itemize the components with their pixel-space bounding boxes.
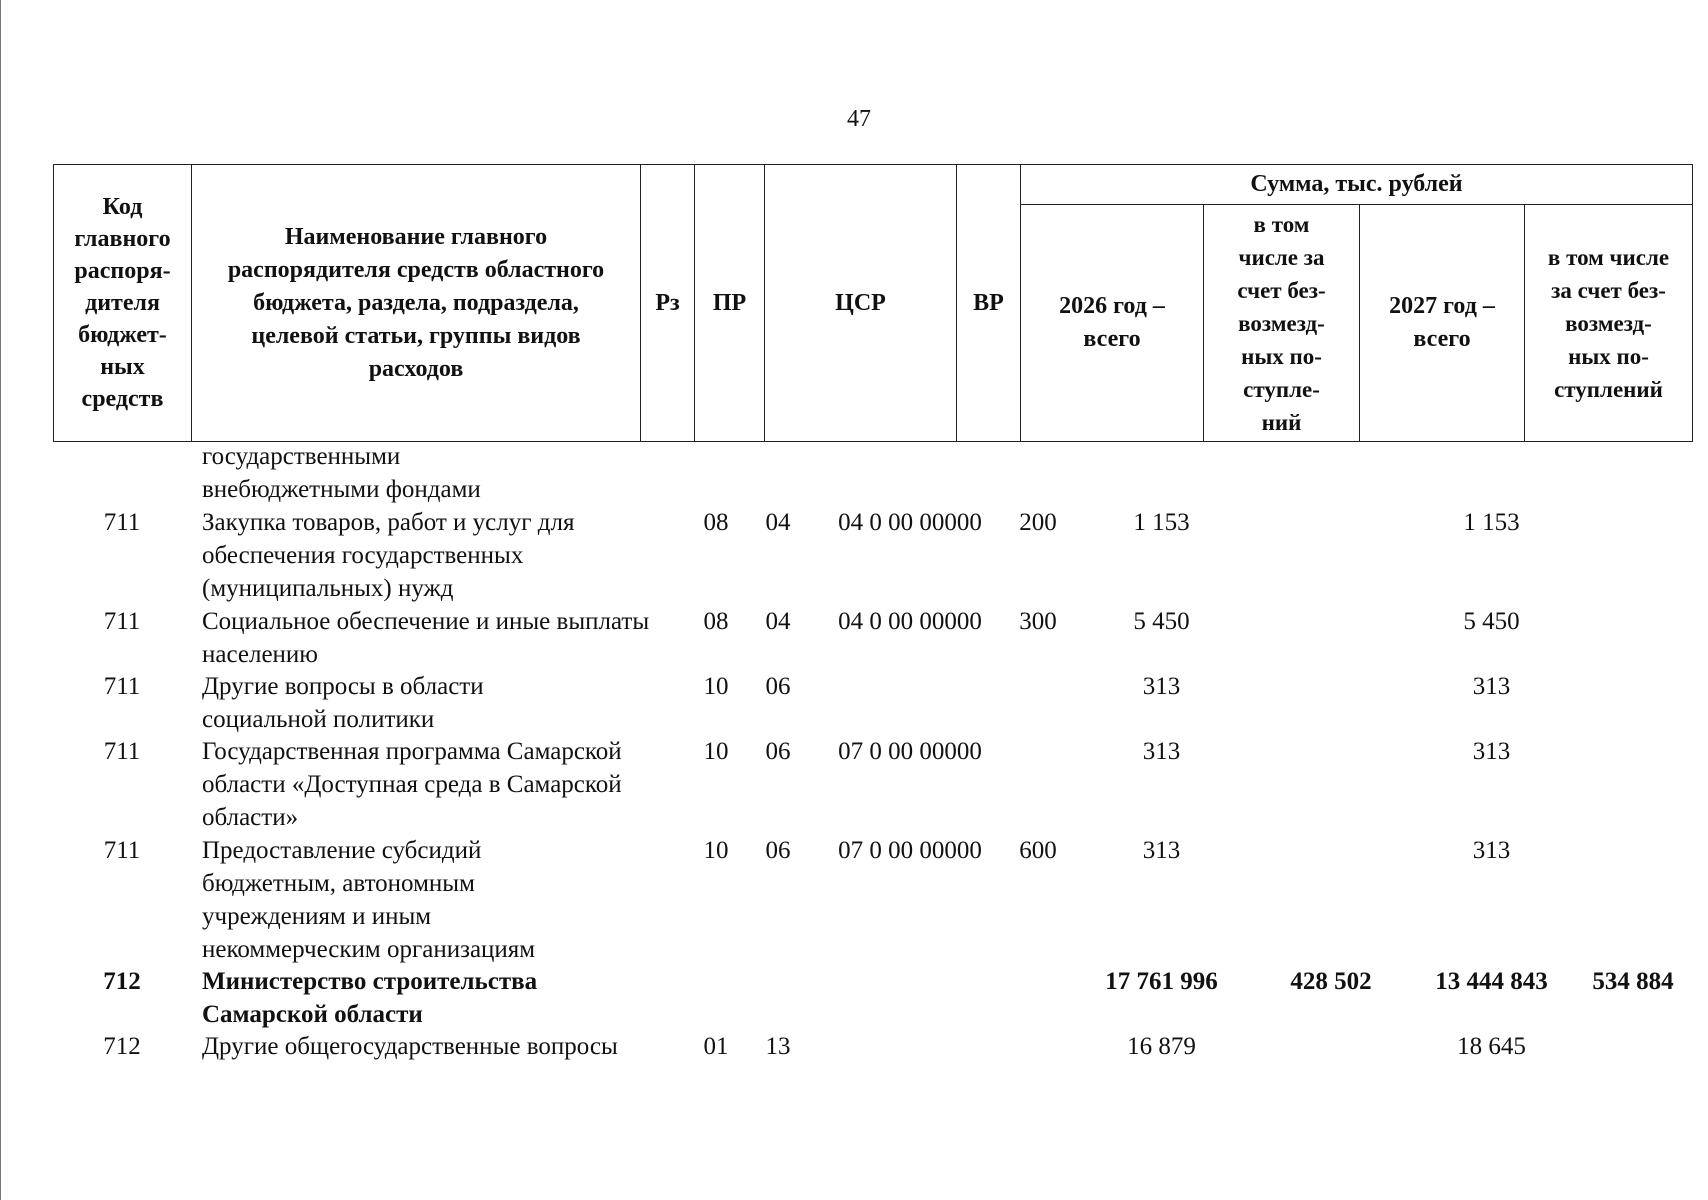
cell-kod: 711 <box>103 509 141 536</box>
cell-rz: 10 <box>703 837 729 864</box>
header-vr: ВР <box>957 165 1021 442</box>
table-row-total <box>53 965 1692 1030</box>
cell-kod: 711 <box>103 673 141 700</box>
cell-kod: 711 <box>103 738 141 765</box>
table-row <box>53 1030 1692 1096</box>
cell-vr: 200 <box>1019 509 1057 536</box>
cell-2027-total: 1 153 <box>1463 509 1520 536</box>
cell-rz: 01 <box>703 1033 729 1060</box>
header-sum: Сумма, тыс. рублей <box>1021 165 1693 205</box>
cell-pr: 06 <box>765 738 791 765</box>
cell-2027-total: 5 450 <box>1463 608 1520 635</box>
cell-kod: 711 <box>103 608 141 635</box>
cell-pr: 04 <box>765 608 791 635</box>
cell-kod: 711 <box>103 837 141 864</box>
header-pr: ПР <box>695 165 765 442</box>
cell-2026-total: 16 879 <box>1127 1033 1196 1060</box>
cell-csr: 04 0 00 00000 <box>838 509 982 536</box>
cell-pr: 06 <box>765 673 791 700</box>
table-row <box>53 506 1692 605</box>
cell-name: государственными внебюджетными фондами <box>202 443 481 503</box>
cell-2027-total: 313 <box>1472 837 1511 864</box>
cell-name: Государственная программа Самарской области «Доступная среда в Самарской области» <box>202 738 622 831</box>
cell-2026-total: 313 <box>1142 673 1181 700</box>
cell-rz: 08 <box>703 608 729 635</box>
cell-2027-total: 18 645 <box>1457 1033 1526 1060</box>
cell-2026-bv: 428 502 <box>1290 968 1372 995</box>
cell-vr: 600 <box>1019 837 1057 864</box>
header-2026-total: 2026 год – всего <box>1021 205 1204 442</box>
cell-rz: 10 <box>703 738 729 765</box>
cell-kod: 712 <box>103 1033 141 1060</box>
table-row <box>53 735 1692 834</box>
cell-2026-total: 313 <box>1142 837 1181 864</box>
cell-name: Другие вопросы в области социальной политики <box>202 673 484 733</box>
cell-2027-total: 313 <box>1472 673 1511 700</box>
cell-csr: 04 0 00 00000 <box>838 608 982 635</box>
cell-name: Закупка товаров, работ и услуг для обеспечения государственных (муниципальных) нужд <box>202 509 575 602</box>
cell-rz: 08 <box>703 509 729 536</box>
table-header <box>53 164 1693 442</box>
cell-kod: 712 <box>103 968 141 995</box>
header-kod: Код главного распоря-дителя бюджет-ных средств <box>54 165 192 442</box>
cell-2026-total: 5 450 <box>1133 608 1190 635</box>
cell-2027-total: 313 <box>1472 738 1511 765</box>
cell-pr: 04 <box>765 509 791 536</box>
header-2027-bv: в том числе за счет без-возмезд-ных по-ступлений <box>1525 205 1693 442</box>
cell-name: Министерство строительства Самарской области <box>202 968 538 1028</box>
cell-csr: 07 0 00 00000 <box>838 837 982 864</box>
cell-pr: 13 <box>765 1033 791 1060</box>
cell-2027-bv: 534 884 <box>1592 968 1674 995</box>
table-body <box>53 440 1692 1096</box>
table-row <box>53 834 1692 965</box>
scan-edge-line <box>0 0 1 1200</box>
header-csr: ЦСР <box>765 165 957 442</box>
cell-2026-total: 313 <box>1142 738 1181 765</box>
cell-name: Социальное обеспечение и иные выплаты населению <box>202 608 650 668</box>
header-2027-total: 2027 год – всего <box>1360 205 1525 442</box>
table-row <box>53 670 1692 735</box>
cell-2026-total: 17 761 996 <box>1105 968 1218 995</box>
cell-rz: 10 <box>703 673 729 700</box>
table-row <box>53 440 1692 506</box>
cell-name: Другие общегосударственные вопросы <box>202 1033 618 1060</box>
cell-2026-total: 1 153 <box>1133 509 1190 536</box>
header-2026-bv: в том числе за счет без-возмезд-ных по-ступле-ний <box>1204 205 1360 442</box>
page-number: 47 <box>847 106 871 132</box>
table-row <box>53 605 1692 670</box>
cell-vr: 300 <box>1019 608 1057 635</box>
cell-name: Предоставление субсидий бюджетным, автономным учреждениям и иным некоммерческим организациям <box>202 837 536 963</box>
cell-csr: 07 0 00 00000 <box>838 738 982 765</box>
header-name: Наименование главного распорядителя средств областного бюджета, раздела, подраздела, целевой статьи, группы видов расходов <box>192 165 641 442</box>
header-rz: Рз <box>641 165 695 442</box>
cell-2027-total: 13 444 843 <box>1435 968 1548 995</box>
cell-pr: 06 <box>765 837 791 864</box>
